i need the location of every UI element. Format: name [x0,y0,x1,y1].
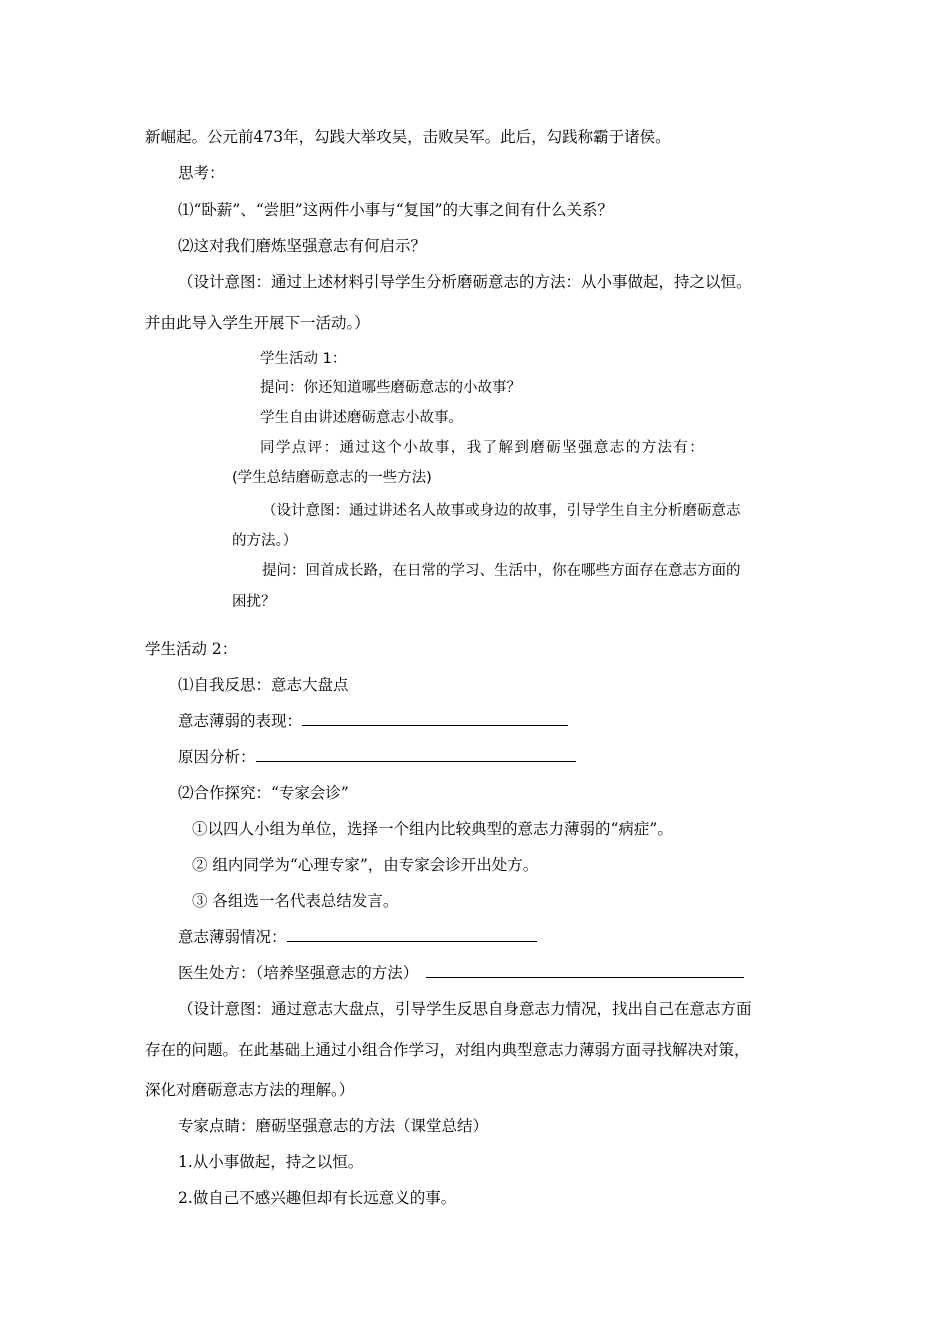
think-question-1: ⑴“卧薪”、“尝胆”这两件小事与“复国”的大事之间有什么关系？ [178,201,614,219]
inquiry-step-3: ③ 各组选一名代表总结发言。 [192,892,399,910]
story-ending-line: 新崛起。公元前473年，勾践大举攻吴，击败吴军。此后，勾践称霸于诸侯。 [145,128,671,146]
design-intent-1-line-2: 并由此导入学生开展下一活动。） [145,314,370,332]
summary-item-2: 2.做自己不感兴趣但却有长远意义的事。 [178,1189,457,1207]
inquiry-step-1: ①以四人小组为单位，选择一个组内比较典型的意志力薄弱的“病症”。 [192,820,673,838]
activity-2-intent-line-1: （设计意图：通过意志大盘点，引导学生反思自身意志力情况，找出自己在意志方面 [178,1000,752,1018]
prescription-label: 医生处方：（培养坚强意志的方法） [178,964,419,982]
activity-1-question: 提问：你还知道哪些磨砺意志的小故事？ [260,380,521,396]
activity-1-question-2-line-2: 困扰？ [232,594,276,610]
activity-1-peer-review: 同学点评：通过这个小故事，我了解到磨砺坚强意志的方法有： [260,440,706,456]
activity-1-intent-line-1: （设计意图：通过讲述名人故事或身边的故事，引导学生自主分析磨砺意志 [262,503,741,519]
summary-item-1: 1.从小事做起，持之以恒。 [178,1153,364,1171]
weak-will-manifestation-row [178,711,568,731]
think-question-2: ⑵这对我们磨炼坚强意志有何启示？ [178,237,427,255]
activity-1-title: 学生活动 1： [260,351,347,367]
design-intent-1-line-1: （设计意图：通过上述材料引导学生分析磨砺意志的方法：从小事做起，持之以恒。 [178,273,752,291]
self-reflection-heading: ⑴自我反思：意志大盘点 [178,676,349,694]
cause-analysis-blank[interactable] [256,747,576,762]
prescription-row [178,963,744,983]
activity-2-intent-line-2: 存在的问题。在此基础上通过小组合作学习，对组内典型意志力薄弱方面寻找解决对策， [145,1041,750,1059]
activity-1-intent-line-2: 的方法。） [232,533,298,549]
activity-2-title: 学生活动 2： [145,640,238,658]
activity-1-task: 学生自由讲述磨砺意志小故事。 [260,410,463,426]
activity-2-intent-line-3: 深化对磨砺意志方法的理解。） [145,1081,355,1099]
weak-will-case-row [178,927,537,947]
weak-will-case-blank[interactable] [287,927,537,942]
activity-1-summary: (学生总结磨砺意志的一些方法) [232,470,432,486]
activity-1-question-2-line-1: 提问：回首成长路，在日常的学习、生活中，你在哪些方面存在意志方面的 [262,563,741,579]
think-label: 思考： [178,164,225,182]
weak-will-manifestation-label: 意志薄弱的表现： [178,712,303,730]
prescription-blank[interactable] [426,963,744,978]
cause-analysis-row [178,747,576,767]
weak-will-case-label: 意志薄弱情况： [178,928,287,946]
cooperative-inquiry-heading: ⑵合作探究：“专家会诊” [178,784,349,802]
weak-will-manifestation-blank[interactable] [302,711,568,726]
inquiry-step-2: ② 组内同学为“心理专家”，由专家会诊开出处方。 [192,856,539,874]
cause-analysis-label: 原因分析： [178,748,256,766]
expert-summary-title: 专家点睛：磨砺坚强意志的方法（课堂总结） [178,1117,489,1135]
